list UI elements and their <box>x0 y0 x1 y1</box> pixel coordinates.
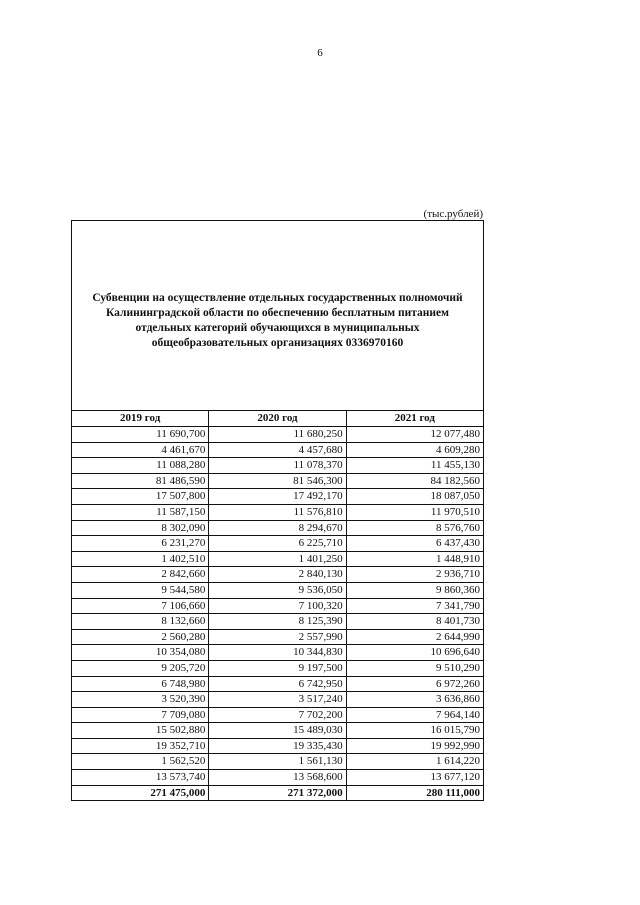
table-cell: 2 557,990 <box>208 630 345 646</box>
table-cell: 13 568,600 <box>208 770 345 786</box>
subsidy-table <box>71 220 484 801</box>
table-cell: 84 182,560 <box>346 474 484 490</box>
table-cell: 8 576,760 <box>346 521 484 537</box>
table-row <box>71 770 484 786</box>
table-cell: 2 644,990 <box>346 630 484 646</box>
table-row <box>71 708 484 724</box>
table-cell: 7 709,080 <box>71 708 208 724</box>
table-cell: 17 492,170 <box>208 489 345 505</box>
table-row <box>71 630 484 646</box>
table-cell: 3 520,390 <box>71 692 208 708</box>
table-cell: 1 561,130 <box>208 754 345 770</box>
table-cell: 2 560,280 <box>71 630 208 646</box>
table-cell: 8 294,670 <box>208 521 345 537</box>
table-row <box>71 723 484 739</box>
table-cell: 10 696,640 <box>346 645 484 661</box>
table-row <box>71 521 484 537</box>
table-cell: 2 842,660 <box>71 567 208 583</box>
table-row <box>71 677 484 693</box>
table-cell: 11 455,130 <box>346 458 484 474</box>
table-cell: 10 344,830 <box>208 645 345 661</box>
table-row <box>71 754 484 770</box>
table-cell: 11 576,810 <box>208 505 345 521</box>
table-cell: 4 457,680 <box>208 443 345 459</box>
table-cell: 11 680,250 <box>208 427 345 443</box>
table-row <box>71 567 484 583</box>
total-row <box>71 786 484 802</box>
table-cell: 1 448,910 <box>346 552 484 568</box>
table-row <box>71 536 484 552</box>
table-cell: 6 437,430 <box>346 536 484 552</box>
table-cell: 19 992,990 <box>346 739 484 755</box>
table-cell: 3 517,240 <box>208 692 345 708</box>
table-cell: 7 100,320 <box>208 599 345 615</box>
table-title: Субвенции на осуществление отдельных государственных полномочий Калининградской области по обеспечению бесплатным питанием отдельных категорий обучающихся в муниципальных общеобразовательных организациях 0336970160 <box>92 291 463 349</box>
table-header <box>71 220 484 410</box>
total-2020: 271 372,000 <box>208 786 345 802</box>
table-cell: 6 231,270 <box>71 536 208 552</box>
year-header-row <box>71 410 484 427</box>
table-cell: 7 964,140 <box>346 708 484 724</box>
table-row <box>71 427 484 443</box>
table-body <box>71 427 484 786</box>
table-cell: 2 936,710 <box>346 567 484 583</box>
table-cell: 8 125,390 <box>208 614 345 630</box>
table-cell: 1 401,250 <box>208 552 345 568</box>
table-cell: 11 690,700 <box>71 427 208 443</box>
table-cell: 1 402,510 <box>71 552 208 568</box>
table-row <box>71 474 484 490</box>
table-cell: 6 972,260 <box>346 677 484 693</box>
total-2021: 280 111,000 <box>346 786 484 802</box>
year-header-2021: 2021 год <box>394 412 435 424</box>
page-number: 6 <box>317 47 323 59</box>
table-cell: 10 354,080 <box>71 645 208 661</box>
table-cell: 12 077,480 <box>346 427 484 443</box>
table-cell: 9 510,290 <box>346 661 484 677</box>
table-cell: 7 341,790 <box>346 599 484 615</box>
table-cell: 9 536,050 <box>208 583 345 599</box>
table-row <box>71 458 484 474</box>
table-cell: 11 587,150 <box>71 505 208 521</box>
table-cell: 16 015,790 <box>346 723 484 739</box>
year-header-2020: 2020 год <box>209 411 346 426</box>
table-row <box>71 552 484 568</box>
table-cell: 9 197,500 <box>208 661 345 677</box>
table-cell: 3 636,860 <box>346 692 484 708</box>
table-cell: 11 078,370 <box>208 458 345 474</box>
table-cell: 9 205,720 <box>71 661 208 677</box>
table-cell: 6 225,710 <box>208 536 345 552</box>
table-cell: 7 702,200 <box>208 708 345 724</box>
table-cell: 4 609,280 <box>346 443 484 459</box>
table-cell: 8 401,730 <box>346 614 484 630</box>
table-cell: 19 335,430 <box>208 739 345 755</box>
table-cell: 19 352,710 <box>71 739 208 755</box>
table-cell: 9 860,360 <box>346 583 484 599</box>
table-cell: 7 106,660 <box>71 599 208 615</box>
table-cell: 4 461,670 <box>71 443 208 459</box>
table-row <box>71 505 484 521</box>
table-row <box>71 692 484 708</box>
table-row <box>71 739 484 755</box>
table-cell: 8 132,660 <box>71 614 208 630</box>
table-row <box>71 661 484 677</box>
table-cell: 17 507,800 <box>71 489 208 505</box>
total-2019: 271 475,000 <box>71 786 208 802</box>
table-row <box>71 443 484 459</box>
table-cell: 6 748,980 <box>71 677 208 693</box>
table-cell: 6 742,950 <box>208 677 345 693</box>
table-cell: 81 546,300 <box>208 474 345 490</box>
units-label: (тыс.рублей) <box>423 208 483 220</box>
table-row <box>71 583 484 599</box>
table-row <box>71 645 484 661</box>
table-row <box>71 599 484 615</box>
table-cell: 11 970,510 <box>346 505 484 521</box>
year-header-2019: 2019 год <box>72 411 209 426</box>
table-cell: 15 489,030 <box>208 723 345 739</box>
table-cell: 13 677,120 <box>346 770 484 786</box>
table-cell: 18 087,050 <box>346 489 484 505</box>
table-cell: 81 486,590 <box>71 474 208 490</box>
table-cell: 8 302,090 <box>71 521 208 537</box>
table-cell: 9 544,580 <box>71 583 208 599</box>
table-cell: 11 088,280 <box>71 458 208 474</box>
table-cell: 1 562,520 <box>71 754 208 770</box>
table-row <box>71 614 484 630</box>
table-cell: 13 573,740 <box>71 770 208 786</box>
table-cell: 15 502,880 <box>71 723 208 739</box>
table-row <box>71 489 484 505</box>
table-cell: 1 614,220 <box>346 754 484 770</box>
table-cell: 2 840,130 <box>208 567 345 583</box>
